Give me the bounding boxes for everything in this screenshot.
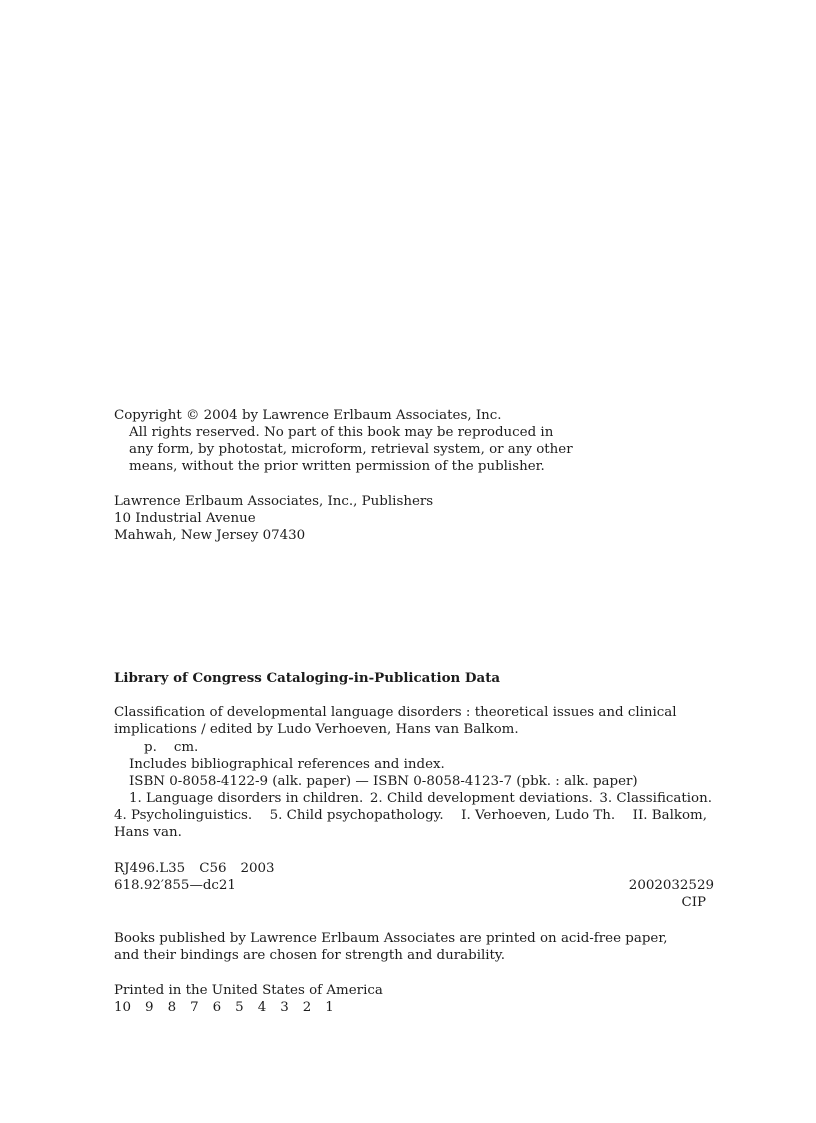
printing-line bbox=[114, 999, 334, 1016]
rights-line-1: All rights reserved. No part of this book may be reproduced in bbox=[129, 425, 554, 440]
printing-number: 4 bbox=[257, 1000, 267, 1015]
cip-isbn: ISBN 0-8058-4122-9 (alk. paper) — ISBN 0-8058-4123-7 (pbk. : alk. paper) bbox=[129, 774, 638, 789]
cip-physical: p. cm. bbox=[144, 740, 199, 755]
added-entry-1: I. Verhoeven, Ludo Th. bbox=[461, 808, 616, 823]
printed-in: Printed in the United States of America bbox=[114, 983, 383, 998]
cip-title-line-1: Classification of developmental language disorders : theoretical issues and clinical bbox=[114, 705, 677, 720]
cip-subjects-row-1 bbox=[129, 790, 712, 807]
printing-number: 8 bbox=[167, 1000, 177, 1015]
publisher-street: 10 Industrial Avenue bbox=[114, 511, 256, 526]
cip-mark: CIP bbox=[681, 895, 706, 910]
printing-number: 5 bbox=[235, 1000, 244, 1015]
subject-4: 4. Psycholinguistics. bbox=[114, 808, 253, 823]
lccn: 2002032529 bbox=[628, 878, 714, 893]
lc-class-part-1: RJ496.L35 bbox=[114, 861, 186, 876]
lc-class-part-3: 2003 bbox=[240, 861, 275, 876]
publisher-name: Lawrence Erlbaum Associates, Inc., Publishers bbox=[114, 494, 434, 509]
subject-2: 2. Child development deviations. bbox=[369, 791, 593, 806]
paper-notice-line-2: and their bindings are chosen for strength and durability. bbox=[114, 948, 505, 963]
cip-subjects-row-2 bbox=[114, 807, 707, 824]
rights-line-3: means, without the prior written permission of the publisher. bbox=[129, 459, 545, 474]
dewey-number: 618.92′855—dc21 bbox=[114, 878, 236, 893]
copyright-notice: Copyright © 2004 by Lawrence Erlbaum Associates, Inc. bbox=[114, 408, 502, 423]
cip-subjects-row-3: Hans van. bbox=[114, 825, 182, 840]
printing-number: 3 bbox=[280, 1000, 289, 1015]
cip-title-line-2: implications / edited by Ludo Verhoeven, Hans van Balkom. bbox=[114, 722, 519, 737]
printing-number: 7 bbox=[190, 1000, 199, 1015]
lc-class-part-2: C56 bbox=[199, 861, 227, 876]
lc-class-number bbox=[114, 860, 275, 877]
printing-number: 1 bbox=[325, 1000, 334, 1015]
cip-notes: Includes bibliographical references and index. bbox=[129, 757, 445, 772]
subject-1: 1. Language disorders in children. bbox=[129, 791, 364, 806]
printing-number: 2 bbox=[302, 1000, 312, 1015]
printing-number: 10 bbox=[114, 1000, 132, 1015]
rights-line-2: any form, by photostat, microform, retrieval system, or any other bbox=[129, 442, 573, 457]
printing-number: 6 bbox=[212, 1000, 222, 1015]
paper-notice-line-1: Books published by Lawrence Erlbaum Associates are printed on acid-free paper, bbox=[114, 931, 668, 946]
publisher-city: Mahwah, New Jersey 07430 bbox=[114, 528, 306, 543]
added-entry-2: II. Balkom, bbox=[632, 808, 707, 823]
cip-heading: Library of Congress Cataloging-in-Publication Data bbox=[114, 670, 501, 686]
subject-5: 5. Child psychopathology. bbox=[269, 808, 444, 823]
subject-3: 3. Classification. bbox=[599, 791, 712, 806]
printing-number: 9 bbox=[145, 1000, 154, 1015]
